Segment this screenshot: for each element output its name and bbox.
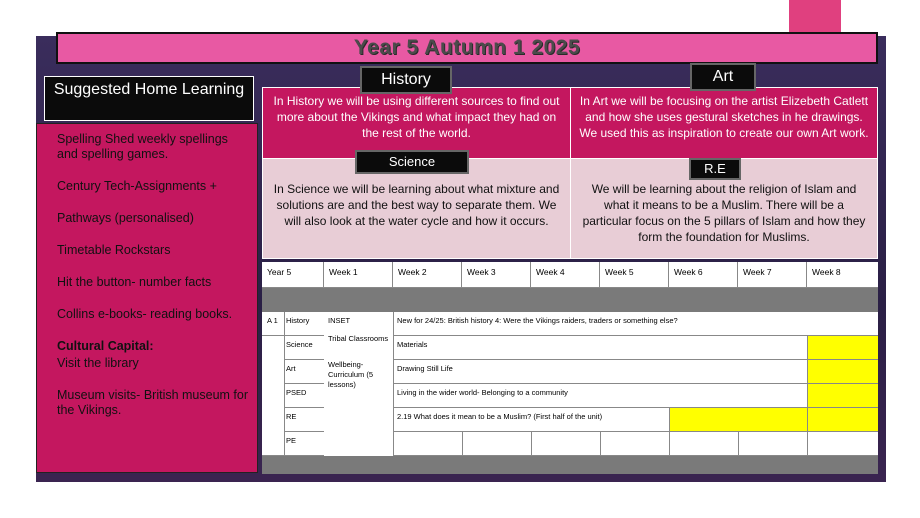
header-cell: Week 8 — [812, 267, 841, 277]
home-learning-item: Spelling Shed weekly spellings and spelling games. — [57, 132, 228, 161]
page-title: Year 5 Autumn 1 2025 — [353, 36, 581, 59]
grid-line — [738, 432, 739, 456]
week1-item: Wellbeing- Curriculum (5 lessons) — [328, 360, 374, 389]
art-tag: Art — [690, 63, 756, 91]
home-learning-item: Hit the button- number facts — [57, 275, 212, 289]
header-cell: Week 1 — [324, 262, 393, 288]
term-label: A 1 — [267, 316, 278, 325]
home-learning-heading: Suggested Home Learning — [44, 76, 254, 121]
re-description: We will be learning about the religion of Islam and what it means to be a Muslim. There will be a particular focus on the 5 pillars of Islam and how they form the foundation for Muslims. — [571, 158, 877, 258]
science-tag: Science — [355, 150, 469, 174]
psed-plan: Living in the wider world- Belonging to a community — [397, 388, 568, 397]
cultural-item: Museum visits- British museum for the Vikings. — [57, 388, 249, 417]
timetable-spacer — [262, 288, 878, 312]
grid-line — [600, 432, 601, 456]
header-cell: Week 4 — [531, 262, 600, 288]
subject-name: Art — [286, 364, 296, 373]
history-plan: New for 24/25: British history 4: Were the Vikings raiders, traders or something else? — [397, 316, 678, 325]
home-learning-item: Pathways (personalised) — [57, 211, 194, 225]
re-plan: 2.19 What does it mean to be a Muslim? (First half of the unit) — [397, 412, 603, 421]
week1-item: INSET — [328, 316, 351, 325]
history-tag: History — [360, 66, 452, 94]
grid-line — [393, 312, 394, 456]
timetable-footer — [262, 456, 878, 474]
science-plan: Materials — [397, 340, 428, 349]
header-cell: Week 6 — [669, 262, 738, 288]
home-learning-panel — [36, 123, 258, 473]
timetable-header-row — [262, 262, 878, 288]
subject-name: RE — [286, 412, 297, 421]
science-description: In Science we will be learning about what mixture and solutions are and the best way to separate them. We will also look at the water cycle and how it occurs. — [263, 158, 571, 258]
header-cell: Week 2 — [393, 262, 462, 288]
grid-line — [284, 312, 285, 456]
grid-line — [669, 408, 670, 456]
history-description: In History we will be using different sources to find out more about the Vikings and what impact they had on the rest of the world. — [263, 88, 571, 158]
subject-name: History — [286, 316, 310, 325]
cultural-item: Visit the library — [57, 356, 139, 370]
grid-line — [462, 432, 463, 456]
grid-line — [531, 432, 532, 456]
art-plan: Drawing Still Life — [397, 364, 453, 373]
title-banner — [56, 32, 878, 64]
subject-name: PSED — [286, 388, 307, 397]
re-tag: R.E — [689, 158, 741, 180]
home-learning-item: Collins e-books- reading books. — [57, 307, 233, 321]
corner-accent — [789, 0, 841, 36]
art-description: In Art we will be focusing on the artist Elizebeth Catlett and how she uses gestural sketches in he drawings. We used this as inspiration to create our own Art work. — [571, 88, 877, 158]
header-cell: Week 5 — [600, 262, 669, 288]
header-cell: Week 7 — [738, 262, 807, 288]
home-learning-item: Timetable Rockstars — [57, 243, 171, 257]
week1-item: Tribal Classrooms — [328, 334, 389, 343]
header-cell: Year 5 — [262, 262, 324, 288]
subject-name: Science — [286, 340, 313, 349]
timetable — [262, 262, 878, 474]
cultural-capital-heading: Cultural Capital: — [57, 339, 154, 353]
subject-name: PE — [286, 436, 297, 445]
header-cell: Week 3 — [462, 262, 531, 288]
home-learning-item: Century Tech-Assignments + — [57, 179, 217, 193]
grid-line — [807, 336, 808, 456]
